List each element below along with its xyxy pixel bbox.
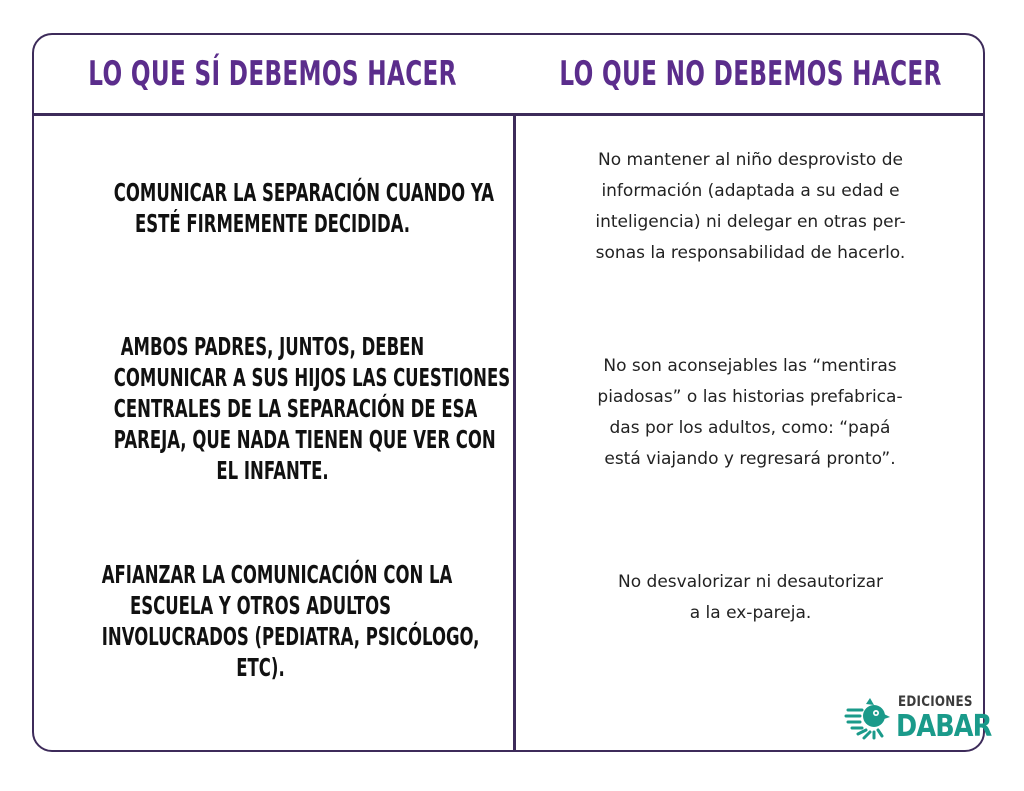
dont-item-line: a la ex-pareja.	[689, 603, 812, 623]
dont-item-line: inteligencia) ni delegar en otras per-	[595, 212, 906, 232]
header-divider	[32, 113, 985, 116]
do-item-line: COMUNICAR A SUS HIJOS LAS CUESTIONES	[113, 363, 511, 392]
do-item	[20, 559, 501, 683]
do-column-title: LO QUE SÍ DEBEMOS HACER	[88, 54, 457, 94]
do-item-line: AFIANZAR LA COMUNICACIÓN CON LA	[101, 560, 453, 589]
do-item-line: ETC).	[236, 653, 285, 682]
dont-item-line: información (adaptada a su edad e	[601, 181, 900, 201]
do-item-line: INVOLUCRADOS (PEDIATRA, PSICÓLOGO,	[101, 622, 480, 651]
do-item-line: CENTRALES DE LA SEPARACIÓN DE ESA	[113, 394, 478, 423]
do-item-line: AMBOS PADRES, JUNTOS, DEBEN	[120, 332, 425, 361]
logo-text-bottom: DABAR	[896, 709, 992, 744]
dont-item-line: está viajando y regresará pronto”.	[604, 449, 896, 469]
do-item-line: ESCUELA Y OTROS ADULTOS	[129, 591, 392, 620]
logo-text-top: EDICIONES	[898, 694, 973, 710]
dont-item	[490, 351, 1010, 475]
do-item-line: PAREJA, QUE NADA TIENEN QUE VER CON	[113, 425, 496, 454]
dont-item-line: No son aconsejables las “mentiras	[603, 356, 897, 376]
publisher-logo	[844, 694, 992, 744]
do-item	[32, 331, 513, 486]
bird-glyph-icon	[844, 696, 890, 742]
do-item	[32, 177, 513, 239]
dont-item-line: sonas la responsabilidad de hacerlo.	[595, 243, 906, 263]
do-item-line: EL INFANTE.	[216, 456, 329, 485]
dont-item	[516, 567, 985, 629]
dont-column-title: LO QUE NO DEBEMOS HACER	[559, 54, 942, 94]
dont-item-line: No mantener al niño desprovisto de	[598, 150, 903, 170]
dont-item-line: piadosas” o las historias prefabrica-	[597, 387, 903, 407]
do-item-line: COMUNICAR LA SEPARACIÓN CUANDO YA	[113, 178, 495, 207]
do-item-line: ESTÉ FIRMEMENTE DECIDIDA.	[134, 209, 411, 238]
dont-item	[516, 145, 985, 269]
dont-item-line: No desvalorizar ni desautorizar	[618, 572, 883, 592]
dont-item-line: das por los adultos, como: “papá	[609, 418, 891, 438]
